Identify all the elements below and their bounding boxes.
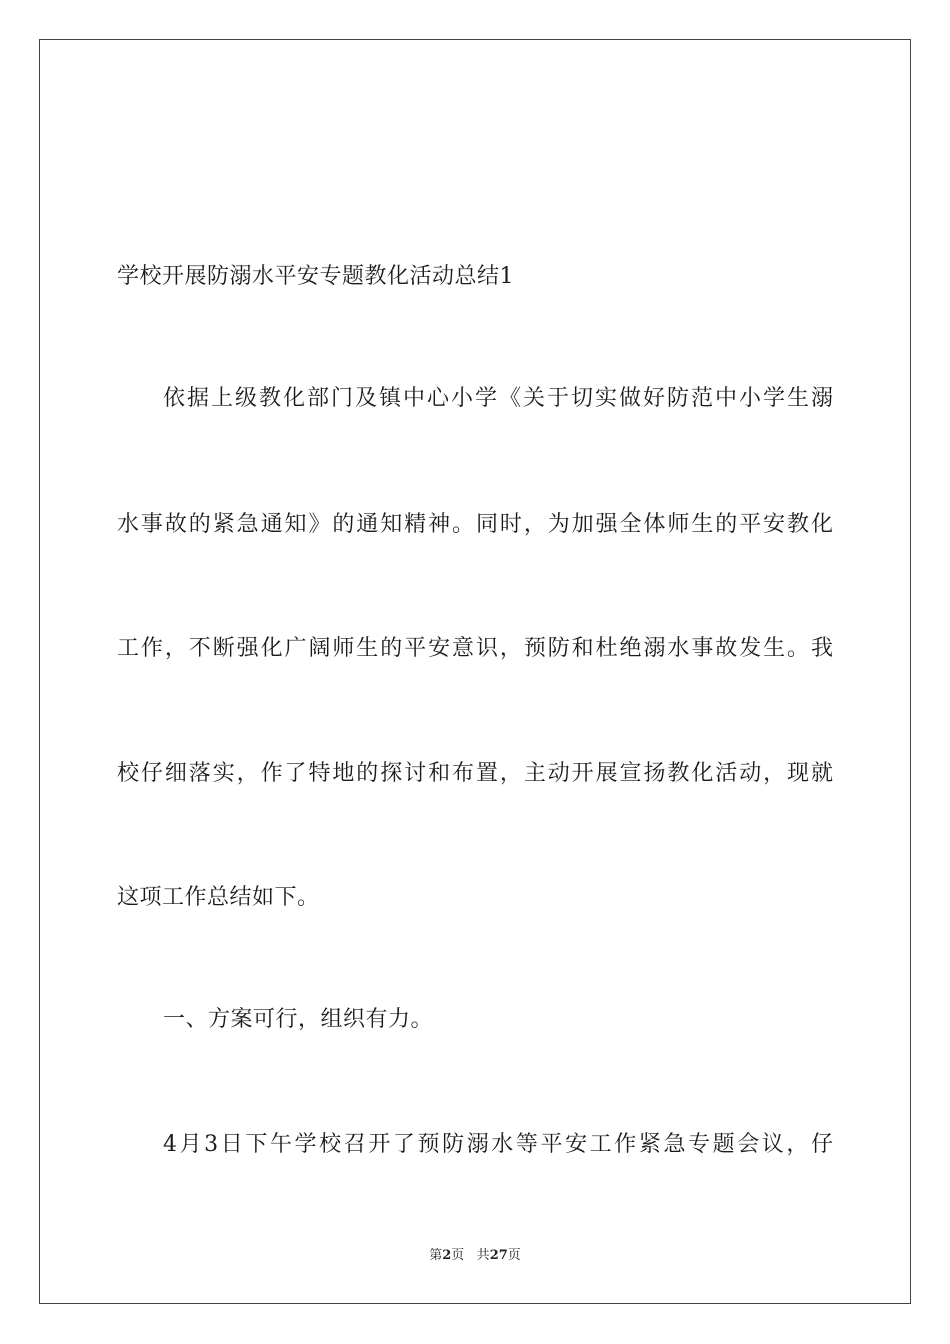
- page-footer: [0, 1247, 950, 1265]
- footer-total-prefix: 共: [476, 1248, 490, 1263]
- page-border: [39, 39, 911, 1304]
- footer-page-suffix: 页: [451, 1248, 465, 1263]
- paragraph-line: 校仔细落实，作了特地的探讨和布置，主动开展宣扬教化活动，现就: [117, 761, 833, 786]
- footer-page-prefix: 第: [429, 1248, 443, 1263]
- paragraph-line: 水事故的紧急通知》的通知精神。同时，为加强全体师生的平安教化: [117, 512, 833, 537]
- footer-page-total: 27: [489, 1248, 508, 1263]
- footer-total-suffix: 页: [507, 1248, 521, 1263]
- paragraph-line: 工作，不断强化广阔师生的平安意识，预防和杜绝溺水事故发生。我: [117, 636, 833, 661]
- footer-page-current: 2: [442, 1248, 452, 1263]
- document-title: 学校开展防溺水平安专题教化活动总结1: [117, 264, 514, 289]
- section-heading: 一、方案可行，组织有力。: [163, 1007, 434, 1032]
- paragraph-line: 4月3日下午学校召开了预防溺水等平安工作紧急专题会议，仔: [163, 1132, 833, 1157]
- paragraph-line: 这项工作总结如下。: [117, 885, 320, 910]
- paragraph-line: 依据上级教化部门及镇中心小学《关于切实做好防范中小学生溺: [163, 386, 833, 411]
